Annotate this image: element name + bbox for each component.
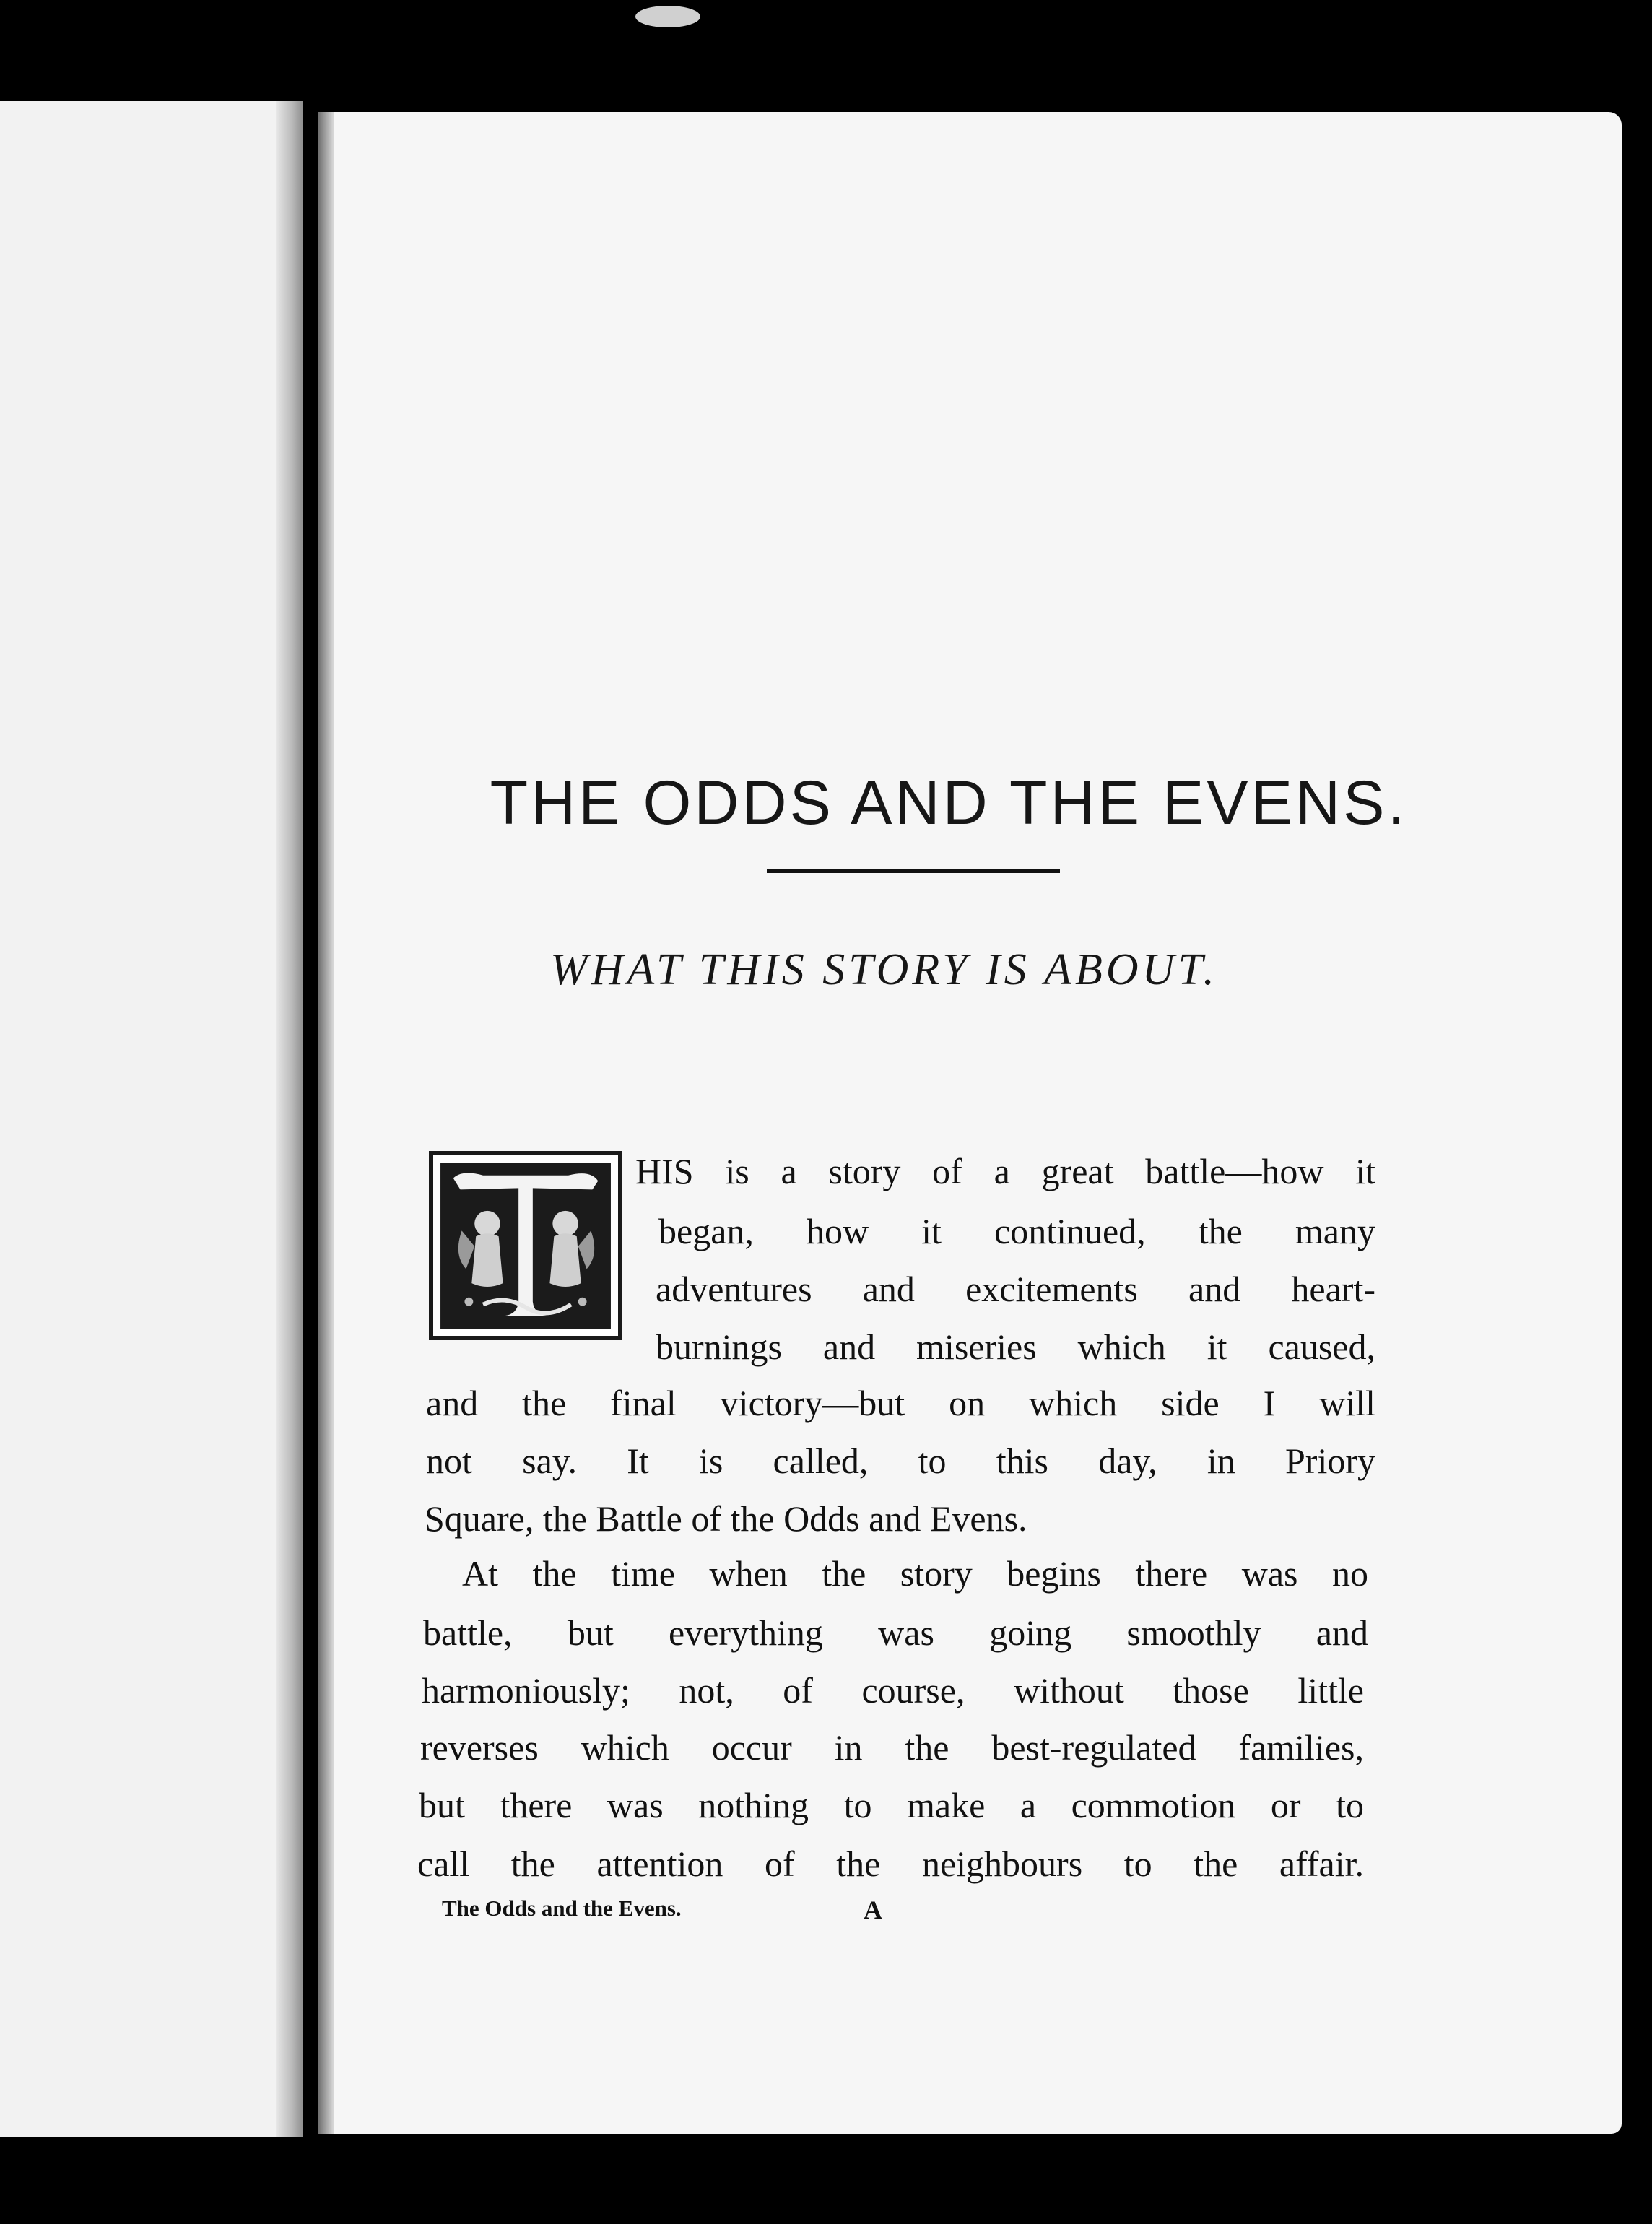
left-facing-page [0, 101, 303, 2137]
book-page [318, 112, 1622, 2134]
paragraph-1-line-5: and the final victory—but on which side I will [426, 1383, 1375, 1423]
book-title: THE ODDS AND THE EVENS. [490, 768, 1408, 838]
paragraph-1-line-1: HIS is a story of a great battle—how it [635, 1151, 1375, 1191]
running-footer-title: The Odds and the Evens. [442, 1895, 682, 1921]
spine-shadow [318, 112, 334, 2134]
paragraph-2-line-4: reverses which occur in the best-regulated families, [420, 1727, 1364, 1768]
ornamental-dropcap [429, 1151, 622, 1340]
paragraph-1-line-3: adventures and excitements and heart- [656, 1269, 1375, 1309]
paragraph-2-line-1: At the time when the story begins there was no [462, 1553, 1368, 1594]
title-rule [767, 869, 1060, 873]
paragraph-2-line-2: battle, but everything was going smoothly and [423, 1612, 1368, 1653]
paragraph-2-line-6: call the attention of the neighbours to the affair. [417, 1843, 1364, 1884]
paragraph-2-line-5: but there was nothing to make a commotion or to [419, 1785, 1364, 1825]
paragraph-1-line-6: not say. It is called, to this day, in Priory [426, 1441, 1375, 1481]
scan-speck [635, 6, 700, 27]
paragraph-1-line-4: burnings and miseries which it caused, [656, 1326, 1375, 1367]
gutter-shadow [276, 101, 303, 2137]
paragraph-2-line-3: harmoniously; not, of course, without those little [422, 1670, 1364, 1711]
signature-mark: A [864, 1895, 882, 1924]
paragraph-1-line-2: began, how it continued, the many [658, 1211, 1375, 1251]
dropcap-ornament-icon [440, 1163, 611, 1329]
paragraph-1-line-7: Square, the Battle of the Odds and Evens. [425, 1498, 1027, 1539]
chapter-title: WHAT THIS STORY IS ABOUT. [550, 945, 1218, 994]
